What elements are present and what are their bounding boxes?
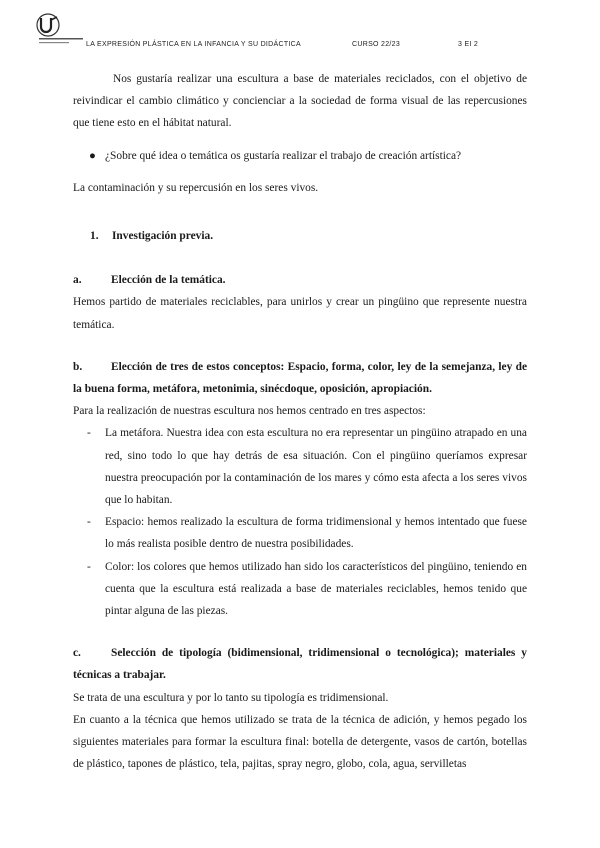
header-group: 3 EI 2 [458,41,479,48]
list-item-text: Espacio: hemos realizado la escultura de forma tridimensional y hemos intentado que fuese lo más realista posible dentro de nuestra posibilidades. [105,516,527,551]
subsection-c-title: Selección de tipología (bidimensional, tridimensional o tecnológica); materiales y técnicas a trabajar. [73,647,527,682]
subsection-a-text: Hemos partido de materiales reciclables, para unirlos y crear un pingüino que represente nuestra temática. [73,296,527,331]
bullet-icon: ● [89,149,96,162]
question-text: ¿Sobre qué idea o temática os gustaría realizar el trabajo de creación artística? [105,149,462,162]
section-heading [73,225,527,247]
subsection-a-label: a. [73,274,82,287]
section-title: Investigación previa. [112,230,214,243]
subsection-c-text1: Se trata de una escultura y por lo tanto su tipología es tridimensional. [73,691,389,704]
subsection-c-heading [73,642,527,686]
subsection-b-label: b. [73,360,83,373]
section-number: 1. [90,230,99,243]
list-item-text: La metáfora. Nuestra idea con esta escultura no era representar un pingüino atrapado en una red, sino todo lo que hay detrás de esa situación. Con el pingüino queríamos expresar nuestra preocupación por la contaminación de los mares y cómo esta afecta a los seres vivos que lo habitan. [105,427,527,507]
list-item: - Color: los colores que hemos utilizado han sido los característicos del pingüino, teniendo en cuenta que la escultura está realizada a base de materiales reciclables, hemos tenido que pintar alguna de las piezas. [73,556,527,623]
question-bullet [73,145,527,167]
list-item: - La metáfora. Nuestra idea con esta escultura no era representar un pingüino atrapado en una red, sino todo lo que hay detrás de esa situación. Con el pingüino queríamos expresar nuestra preocupación por la contaminación de los mares y cómo esta afecta a los seres vivos que lo habitan. [73,422,527,511]
university-logo [34,12,86,50]
intro-paragraph: Nos gustaría realizar una escultura a base de materiales reciclados, con el objetivo de reivindicar el cambio climático y concienciar a la sociedad de forma visual de las repercusiones que tiene esto en el hábitat natural. [73,73,527,130]
page-header [34,12,574,52]
answer-text: La contaminación y su repercusión en los seres vivos. [73,181,319,194]
subsection-c-label: c. [73,647,81,660]
subsection-b-heading [73,356,527,400]
subsection-a-title: Elección de la temática. [111,274,226,287]
subsection-b-intro: Para la realización de nuestras escultura nos hemos centrado en tres aspectos: [73,405,426,418]
header-course: CURSO 22/23 [352,41,401,48]
subsection-b-title: Elección de tres de estos conceptos: Espacio, forma, color, ley de la semejanza, ley de la buena forma, metáfora, metonimia, sinécdoque, oposición, apropiación. [73,360,527,396]
document-body [73,68,527,775]
subsection-a-heading [73,269,527,291]
list-item: - Espacio: hemos realizado la escultura de forma tridimensional y hemos intentado que fuese lo más realista posible dentro de nuestra posibilidades. [73,511,527,555]
subsection-c-text2: En cuanto a la técnica que hemos utilizado se trata de la técnica de adición, y hemos pegado los siguientes materiales para formar la escultura final: botella de detergente, vasos de cartón, botellas de plástico, tapones de plástico, tela, pajitas, spray negro, globo, cola, agua, servilletas [73,713,527,771]
list-item-text: Color: los colores que hemos utilizado han sido los característicos del pingüino, teniendo en cuenta que la escultura está realizada a base de materiales reciclables, hemos tenido que pintar alguna de las piezas. [105,560,527,618]
header-title: LA EXPRESIÓN PLÁSTICA EN LA INFANCIA Y SU DIDÁCTICA [86,41,301,48]
